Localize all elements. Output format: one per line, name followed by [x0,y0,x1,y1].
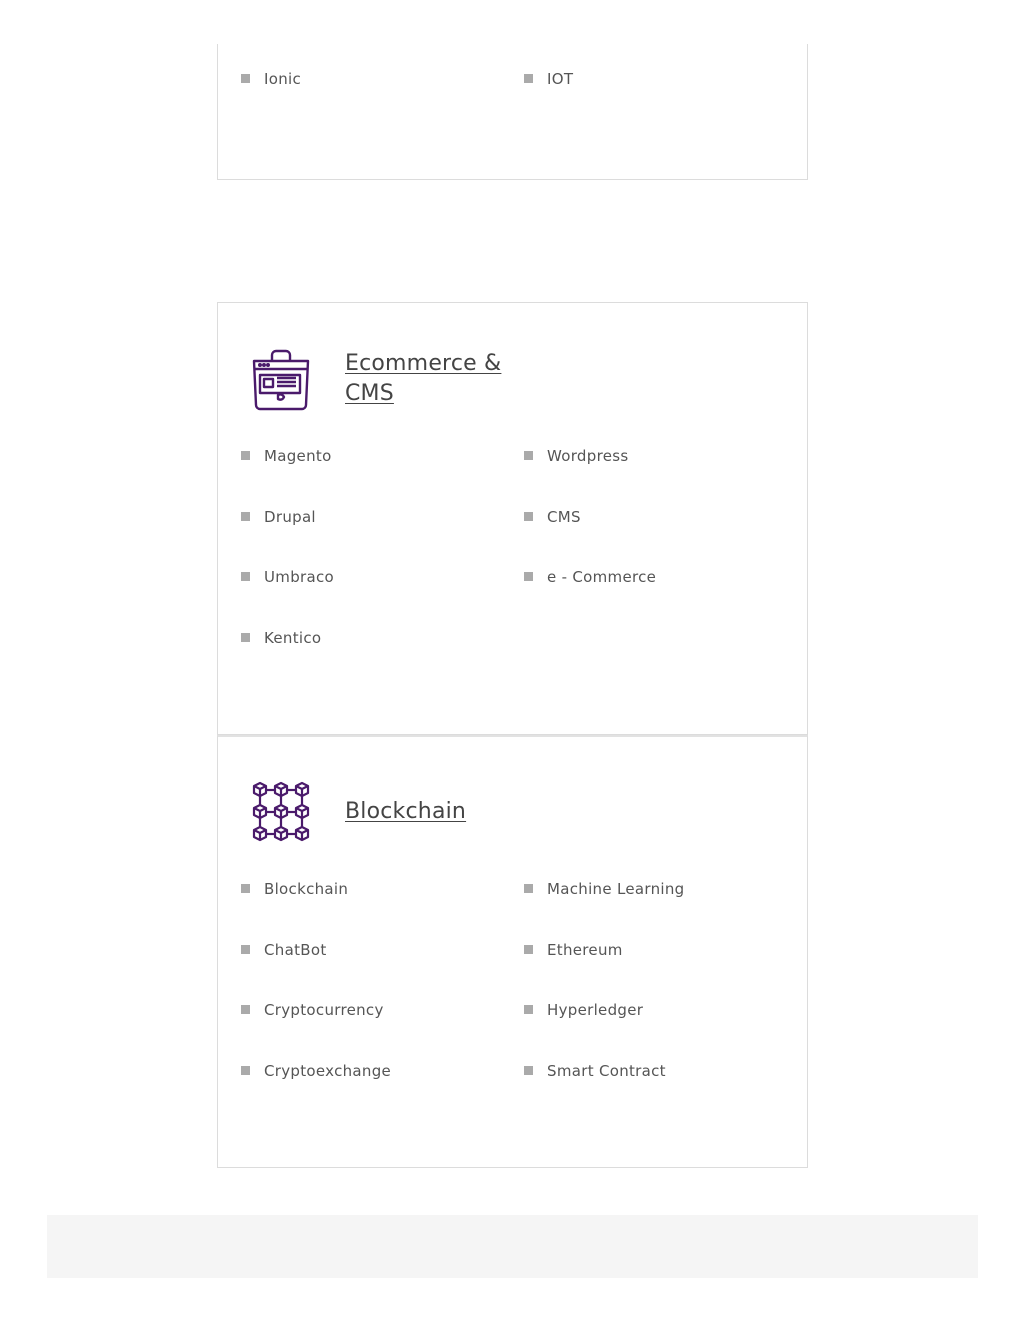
list-item [241,880,524,941]
blockchain-card [217,735,808,1168]
square-bullet-icon [524,945,533,954]
blockchain-title-link[interactable]: Blockchain [345,799,467,824]
list-item-label: Magento [264,447,332,465]
list-item-label: Blockchain [264,880,349,898]
list-item [241,70,524,131]
shopping-bag-icon [250,347,312,411]
list-item-label: ChatBot [264,940,327,959]
card-header [250,781,515,843]
square-bullet-icon [241,633,250,642]
list-item [524,568,807,629]
list-item-label: Umbraco [264,568,334,586]
list-item-label: CMS [547,507,581,526]
list-item [524,941,807,1002]
ecommerce-cms-title-link[interactable]: Ecommerce & CMS [345,351,502,406]
square-bullet-icon [524,512,533,521]
list-item [241,1001,524,1062]
square-bullet-icon [241,451,250,460]
list-item [524,1062,807,1123]
list-item-label: Kentico [264,628,322,647]
square-bullet-icon [241,74,250,83]
list-item-label: Ionic [264,70,302,88]
blockchain-cubes-icon [250,781,312,843]
list-item-label: Wordpress [547,447,629,465]
top-card-list [241,70,801,131]
square-bullet-icon [241,1066,250,1075]
blockchain-list [241,880,801,1122]
square-bullet-icon [524,572,533,581]
list-item [241,508,524,569]
list-item [241,629,524,690]
square-bullet-icon [241,945,250,954]
square-bullet-icon [241,1005,250,1014]
list-item-label: Drupal [264,507,316,526]
card-header [250,347,515,411]
list-item [524,1001,807,1062]
list-item-label: Ethereum [547,940,623,959]
square-bullet-icon [524,884,533,893]
list-item-label: Cryptocurrency [264,1001,384,1019]
footer-band [47,1215,978,1278]
square-bullet-icon [524,1066,533,1075]
list-item [241,941,524,1002]
square-bullet-icon [241,572,250,581]
ecommerce-cms-card [217,302,808,735]
square-bullet-icon [524,451,533,460]
list-item-label: Machine Learning [547,880,685,898]
list-item [524,508,807,569]
list-item [241,1062,524,1123]
square-bullet-icon [524,74,533,83]
list-item-label: Cryptoexchange [264,1061,392,1080]
square-bullet-icon [241,512,250,521]
technology-card-top [217,44,808,180]
list-item-label: e - Commerce [547,568,657,586]
list-item-label: IOT [547,70,574,88]
square-bullet-icon [241,884,250,893]
list-item-label: Hyperledger [547,1001,644,1019]
list-item [241,568,524,629]
list-item [241,447,524,508]
square-bullet-icon [524,1005,533,1014]
ecommerce-list [241,447,801,689]
list-item [524,880,807,941]
list-item [524,70,807,131]
list-item [524,447,807,508]
list-item-label: Smart Contract [547,1061,666,1080]
